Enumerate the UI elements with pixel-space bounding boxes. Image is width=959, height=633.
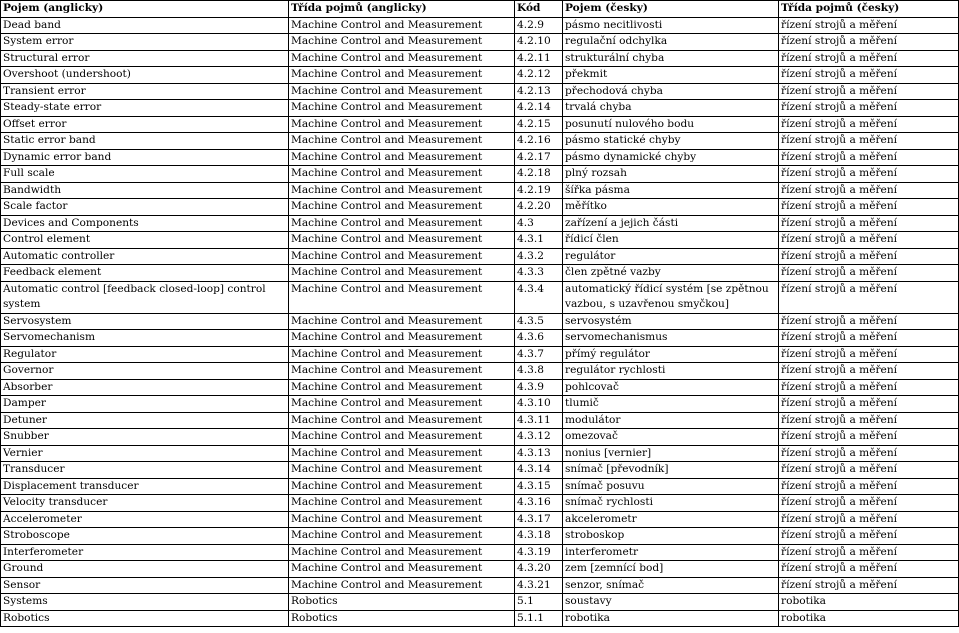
code-cell: 4.3.3 xyxy=(515,265,563,282)
term-class-en-cell: Machine Control and Measurement xyxy=(289,528,515,545)
code-cell: 4.3.14 xyxy=(515,462,563,479)
code-cell: 4.3.10 xyxy=(515,396,563,413)
term-class-cs-cell: řízení strojů a měření xyxy=(779,34,959,51)
term-cs-cell: interferometr xyxy=(563,544,779,561)
code-cell: 4.2.13 xyxy=(515,83,563,100)
term-en-cell: Stroboscope xyxy=(1,528,289,545)
term-en-cell: Dead band xyxy=(1,17,289,34)
code-cell: 5.1.1 xyxy=(515,610,563,627)
code-cell: 4.3.18 xyxy=(515,528,563,545)
term-en-cell: Static error band xyxy=(1,133,289,150)
term-en-cell: Full scale xyxy=(1,166,289,183)
term-en-cell: Devices and Components xyxy=(1,215,289,232)
code-cell: 4.2.18 xyxy=(515,166,563,183)
term-class-cs-cell: řízení strojů a měření xyxy=(779,396,959,413)
term-en-cell: Automatic controller xyxy=(1,248,289,265)
term-class-cs-cell: řízení strojů a měření xyxy=(779,313,959,330)
term-class-en-cell: Machine Control and Measurement xyxy=(289,429,515,446)
term-en-cell: Servomechanism xyxy=(1,330,289,347)
term-en-cell: Structural error xyxy=(1,50,289,67)
table-row xyxy=(1,561,959,578)
term-en-cell: Steady-state error xyxy=(1,100,289,117)
term-class-cs-cell: řízení strojů a měření xyxy=(779,281,959,313)
term-class-en-cell: Machine Control and Measurement xyxy=(289,232,515,249)
table-row xyxy=(1,248,959,265)
table-row xyxy=(1,330,959,347)
term-class-cs-cell: řízení strojů a měření xyxy=(779,116,959,133)
term-cs-cell: pohlcovač xyxy=(563,379,779,396)
term-class-en-cell: Machine Control and Measurement xyxy=(289,511,515,528)
term-class-cs-cell: řízení strojů a měření xyxy=(779,528,959,545)
term-class-en-cell: Machine Control and Measurement xyxy=(289,17,515,34)
term-class-en-cell: Machine Control and Measurement xyxy=(289,281,515,313)
header-term-cs: Pojem (česky) xyxy=(563,1,779,18)
term-class-cs-cell: řízení strojů a měření xyxy=(779,577,959,594)
term-en-cell: Sensor xyxy=(1,577,289,594)
term-en-cell: Snubber xyxy=(1,429,289,446)
term-class-cs-cell: robotika xyxy=(779,594,959,611)
code-cell: 4.3.21 xyxy=(515,577,563,594)
term-cs-cell: tlumič xyxy=(563,396,779,413)
term-class-cs-cell: řízení strojů a měření xyxy=(779,50,959,67)
term-class-cs-cell: řízení strojů a měření xyxy=(779,412,959,429)
term-class-en-cell: Machine Control and Measurement xyxy=(289,182,515,199)
term-en-cell: Accelerometer xyxy=(1,511,289,528)
table-row xyxy=(1,462,959,479)
term-class-cs-cell: řízení strojů a měření xyxy=(779,133,959,150)
table-row xyxy=(1,528,959,545)
term-class-en-cell: Machine Control and Measurement xyxy=(289,561,515,578)
table-row xyxy=(1,281,959,313)
term-cs-cell: snímač [převodník] xyxy=(563,462,779,479)
table-row xyxy=(1,396,959,413)
code-cell: 4.3.16 xyxy=(515,495,563,512)
code-cell: 4.2.17 xyxy=(515,149,563,166)
term-class-en-cell: Machine Control and Measurement xyxy=(289,166,515,183)
code-cell: 4.3.1 xyxy=(515,232,563,249)
term-cs-cell: řídicí člen xyxy=(563,232,779,249)
term-en-cell: Governor xyxy=(1,363,289,380)
table-row xyxy=(1,412,959,429)
term-class-cs-cell: řízení strojů a měření xyxy=(779,149,959,166)
code-cell: 4.2.20 xyxy=(515,199,563,216)
code-cell: 4.3.20 xyxy=(515,561,563,578)
term-class-en-cell: Robotics xyxy=(289,610,515,627)
term-cs-cell: přímý regulátor xyxy=(563,346,779,363)
table-row xyxy=(1,445,959,462)
term-class-cs-cell: robotika xyxy=(779,610,959,627)
code-cell: 4.2.16 xyxy=(515,133,563,150)
term-en-cell: Detuner xyxy=(1,412,289,429)
term-cs-cell: modulátor xyxy=(563,412,779,429)
term-cs-cell: posunutí nulového bodu xyxy=(563,116,779,133)
term-en-cell: Servosystem xyxy=(1,313,289,330)
table-row xyxy=(1,149,959,166)
term-cs-cell: měřítko xyxy=(563,199,779,216)
term-class-cs-cell: řízení strojů a měření xyxy=(779,511,959,528)
term-cs-cell: robotika xyxy=(563,610,779,627)
term-cs-cell: regulátor xyxy=(563,248,779,265)
table-header xyxy=(1,1,959,18)
term-class-en-cell: Machine Control and Measurement xyxy=(289,412,515,429)
term-class-cs-cell: řízení strojů a měření xyxy=(779,379,959,396)
term-class-cs-cell: řízení strojů a měření xyxy=(779,495,959,512)
term-cs-cell: senzor, snímač xyxy=(563,577,779,594)
term-class-en-cell: Machine Control and Measurement xyxy=(289,265,515,282)
table-row xyxy=(1,379,959,396)
table-row xyxy=(1,83,959,100)
term-cs-cell: člen zpětné vazby xyxy=(563,265,779,282)
term-class-cs-cell: řízení strojů a měření xyxy=(779,265,959,282)
code-cell: 4.2.11 xyxy=(515,50,563,67)
term-class-cs-cell: řízení strojů a měření xyxy=(779,83,959,100)
table-row xyxy=(1,34,959,51)
term-class-en-cell: Machine Control and Measurement xyxy=(289,133,515,150)
table-row xyxy=(1,133,959,150)
term-en-cell: Ground xyxy=(1,561,289,578)
term-cs-cell: servomechanismus xyxy=(563,330,779,347)
term-en-cell: Control element xyxy=(1,232,289,249)
term-cs-cell: pásmo necitlivosti xyxy=(563,17,779,34)
term-class-cs-cell: řízení strojů a měření xyxy=(779,215,959,232)
header-row xyxy=(1,1,959,18)
table-row xyxy=(1,594,959,611)
table-row xyxy=(1,313,959,330)
code-cell: 4.2.10 xyxy=(515,34,563,51)
term-class-en-cell: Machine Control and Measurement xyxy=(289,100,515,117)
term-cs-cell: zem [zemnící bod] xyxy=(563,561,779,578)
term-class-cs-cell: řízení strojů a měření xyxy=(779,17,959,34)
term-class-en-cell: Machine Control and Measurement xyxy=(289,330,515,347)
term-en-cell: Dynamic error band xyxy=(1,149,289,166)
term-en-cell: Displacement transducer xyxy=(1,478,289,495)
term-class-cs-cell: řízení strojů a měření xyxy=(779,462,959,479)
term-class-en-cell: Machine Control and Measurement xyxy=(289,116,515,133)
table-row xyxy=(1,363,959,380)
table-body xyxy=(1,17,959,627)
table-row xyxy=(1,199,959,216)
term-cs-cell: pásmo statické chyby xyxy=(563,133,779,150)
term-en-cell: Vernier xyxy=(1,445,289,462)
term-class-en-cell: Machine Control and Measurement xyxy=(289,215,515,232)
table-row xyxy=(1,67,959,84)
term-class-cs-cell: řízení strojů a měření xyxy=(779,100,959,117)
term-en-cell: Interferometer xyxy=(1,544,289,561)
term-en-cell: Absorber xyxy=(1,379,289,396)
term-en-cell: Scale factor xyxy=(1,199,289,216)
table-row xyxy=(1,511,959,528)
term-class-en-cell: Machine Control and Measurement xyxy=(289,248,515,265)
term-cs-cell: omezovač xyxy=(563,429,779,446)
term-class-en-cell: Machine Control and Measurement xyxy=(289,445,515,462)
term-class-en-cell: Machine Control and Measurement xyxy=(289,346,515,363)
code-cell: 4.3.6 xyxy=(515,330,563,347)
term-class-cs-cell: řízení strojů a měření xyxy=(779,199,959,216)
term-cs-cell: snímač rychlosti xyxy=(563,495,779,512)
term-cs-cell: šířka pásma xyxy=(563,182,779,199)
term-cs-cell: regulační odchylka xyxy=(563,34,779,51)
term-class-cs-cell: řízení strojů a měření xyxy=(779,445,959,462)
table-row xyxy=(1,495,959,512)
term-class-cs-cell: řízení strojů a měření xyxy=(779,166,959,183)
term-cs-cell: plný rozsah xyxy=(563,166,779,183)
term-class-en-cell: Machine Control and Measurement xyxy=(289,199,515,216)
table-row xyxy=(1,610,959,627)
term-class-en-cell: Machine Control and Measurement xyxy=(289,50,515,67)
code-cell: 4.3.8 xyxy=(515,363,563,380)
code-cell: 4.3.17 xyxy=(515,511,563,528)
term-en-cell: Velocity transducer xyxy=(1,495,289,512)
code-cell: 4.2.9 xyxy=(515,17,563,34)
term-cs-cell: strukturální chyba xyxy=(563,50,779,67)
term-cs-cell: akcelerometr xyxy=(563,511,779,528)
term-class-cs-cell: řízení strojů a měření xyxy=(779,67,959,84)
code-cell: 4.3.2 xyxy=(515,248,563,265)
code-cell: 4.3.13 xyxy=(515,445,563,462)
code-cell: 5.1 xyxy=(515,594,563,611)
term-cs-cell: regulátor rychlosti xyxy=(563,363,779,380)
code-cell: 4.3.9 xyxy=(515,379,563,396)
term-cs-cell: snímač posuvu xyxy=(563,478,779,495)
term-class-en-cell: Machine Control and Measurement xyxy=(289,83,515,100)
code-cell: 4.3.7 xyxy=(515,346,563,363)
term-en-cell: Systems xyxy=(1,594,289,611)
header-class-en: Třída pojmů (anglicky) xyxy=(289,1,515,18)
table-row xyxy=(1,50,959,67)
term-en-cell: Bandwidth xyxy=(1,182,289,199)
term-en-cell: Automatic control [feedback closed-loop] control system xyxy=(1,281,289,313)
term-cs-cell: nonius [vernier] xyxy=(563,445,779,462)
term-class-en-cell: Machine Control and Measurement xyxy=(289,577,515,594)
term-en-cell: System error xyxy=(1,34,289,51)
code-cell: 4.3.15 xyxy=(515,478,563,495)
term-en-cell: Transient error xyxy=(1,83,289,100)
term-class-cs-cell: řízení strojů a měření xyxy=(779,182,959,199)
term-cs-cell: přechodová chyba xyxy=(563,83,779,100)
term-cs-cell: zařízení a jejich části xyxy=(563,215,779,232)
term-en-cell: Damper xyxy=(1,396,289,413)
table-row xyxy=(1,429,959,446)
term-class-cs-cell: řízení strojů a měření xyxy=(779,248,959,265)
table-row xyxy=(1,544,959,561)
term-class-en-cell: Machine Control and Measurement xyxy=(289,363,515,380)
term-class-en-cell: Machine Control and Measurement xyxy=(289,67,515,84)
term-en-cell: Overshoot (undershoot) xyxy=(1,67,289,84)
term-cs-cell: překmit xyxy=(563,67,779,84)
term-class-en-cell: Machine Control and Measurement xyxy=(289,462,515,479)
table-row xyxy=(1,265,959,282)
code-cell: 4.2.15 xyxy=(515,116,563,133)
table-row xyxy=(1,478,959,495)
term-cs-cell: stroboskop xyxy=(563,528,779,545)
term-class-en-cell: Machine Control and Measurement xyxy=(289,396,515,413)
code-cell: 4.3.11 xyxy=(515,412,563,429)
code-cell: 4.2.12 xyxy=(515,67,563,84)
term-cs-cell: trvalá chyba xyxy=(563,100,779,117)
term-class-cs-cell: řízení strojů a měření xyxy=(779,429,959,446)
term-class-cs-cell: řízení strojů a měření xyxy=(779,330,959,347)
term-class-cs-cell: řízení strojů a měření xyxy=(779,346,959,363)
header-class-cs: Třída pojmů (česky) xyxy=(779,1,959,18)
code-cell: 4.2.14 xyxy=(515,100,563,117)
table-row xyxy=(1,100,959,117)
code-cell: 4.3.19 xyxy=(515,544,563,561)
term-class-cs-cell: řízení strojů a měření xyxy=(779,561,959,578)
header-term-en: Pojem (anglicky) xyxy=(1,1,289,18)
term-cs-cell: automatický řídicí systém [se zpětnou vazbou, s uzavřenou smyčkou] xyxy=(563,281,779,313)
table-row xyxy=(1,232,959,249)
table-row xyxy=(1,182,959,199)
term-en-cell: Offset error xyxy=(1,116,289,133)
term-class-en-cell: Machine Control and Measurement xyxy=(289,495,515,512)
code-cell: 4.3.5 xyxy=(515,313,563,330)
term-class-cs-cell: řízení strojů a měření xyxy=(779,363,959,380)
term-class-en-cell: Machine Control and Measurement xyxy=(289,34,515,51)
term-cs-cell: pásmo dynamické chyby xyxy=(563,149,779,166)
term-class-en-cell: Machine Control and Measurement xyxy=(289,544,515,561)
term-class-cs-cell: řízení strojů a měření xyxy=(779,478,959,495)
term-class-en-cell: Robotics xyxy=(289,594,515,611)
table-row xyxy=(1,166,959,183)
term-cs-cell: servosystém xyxy=(563,313,779,330)
term-class-cs-cell: řízení strojů a měření xyxy=(779,544,959,561)
header-code: Kód xyxy=(515,1,563,18)
table-row xyxy=(1,215,959,232)
code-cell: 4.3 xyxy=(515,215,563,232)
term-class-en-cell: Machine Control and Measurement xyxy=(289,313,515,330)
term-cs-cell: soustavy xyxy=(563,594,779,611)
term-en-cell: Feedback element xyxy=(1,265,289,282)
term-class-en-cell: Machine Control and Measurement xyxy=(289,149,515,166)
code-cell: 4.3.12 xyxy=(515,429,563,446)
table-row xyxy=(1,577,959,594)
table-row xyxy=(1,346,959,363)
code-cell: 4.3.4 xyxy=(515,281,563,313)
table-row xyxy=(1,116,959,133)
code-cell: 4.2.19 xyxy=(515,182,563,199)
term-en-cell: Regulator xyxy=(1,346,289,363)
term-en-cell: Robotics xyxy=(1,610,289,627)
term-en-cell: Transducer xyxy=(1,462,289,479)
term-class-en-cell: Machine Control and Measurement xyxy=(289,478,515,495)
term-class-en-cell: Machine Control and Measurement xyxy=(289,379,515,396)
table-row xyxy=(1,17,959,34)
term-class-cs-cell: řízení strojů a měření xyxy=(779,232,959,249)
